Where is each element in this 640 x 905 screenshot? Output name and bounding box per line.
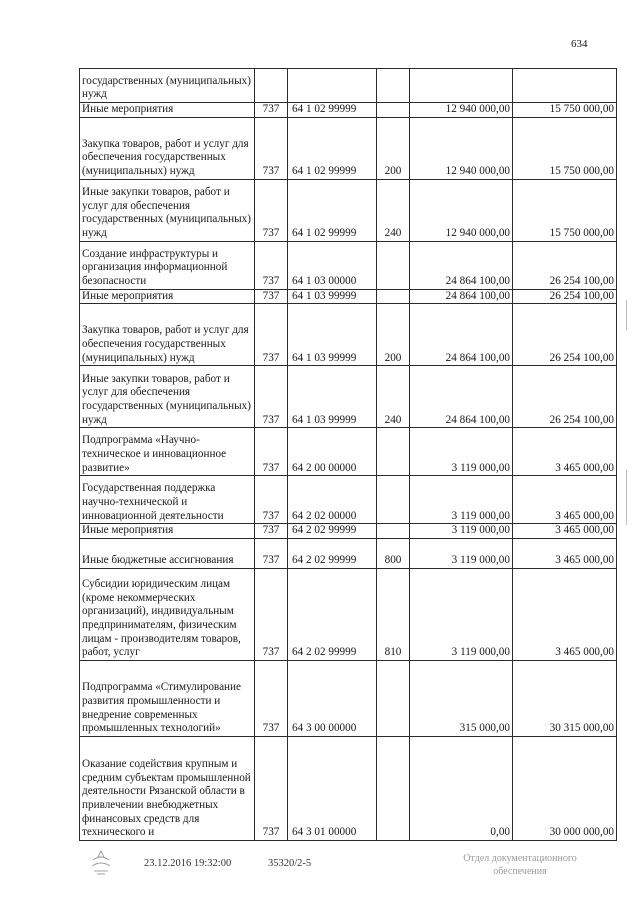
table-row — [80, 241, 617, 289]
row-sum-2017: 12 940 000,00 — [410, 179, 513, 241]
row-sum-2017: 24 864 100,00 — [410, 366, 513, 428]
row-ved-code: 737 — [255, 304, 288, 366]
row-sum-2017: 12 940 000,00 — [410, 117, 513, 179]
row-ved-code: 737 — [255, 103, 288, 118]
row-target-code: 64 1 02 99999 — [288, 179, 377, 241]
row-sum-2018: 3 465 000,00 — [513, 524, 617, 539]
row-sum-2017: 3 119 000,00 — [410, 476, 513, 524]
table-row — [80, 568, 617, 660]
row-sum-2018: 26 254 100,00 — [513, 304, 617, 366]
table-row — [80, 476, 617, 524]
row-target-code: 64 1 03 99999 — [288, 289, 377, 304]
row-sum-2018: 15 750 000,00 — [513, 179, 617, 241]
row-name: Оказание содействия крупным и средним субъектам промышленной деятельности Рязанской области в привлечении внебюджетных финансовых средств для технического и — [80, 736, 255, 840]
row-sum-2018: 3 465 000,00 — [513, 428, 617, 476]
row-expense-type — [377, 103, 410, 118]
budget-table — [79, 68, 617, 841]
row-name: Иные мероприятия — [80, 289, 255, 304]
row-target-code: 64 1 03 99999 — [288, 304, 377, 366]
row-expense-type: 200 — [377, 117, 410, 179]
table-row — [80, 428, 617, 476]
row-sum-2018: 26 254 100,00 — [513, 241, 617, 289]
row-sum-2018: 15 750 000,00 — [513, 103, 617, 118]
row-name: Иные закупки товаров, работ и услуг для обеспечения государственных (муниципальных) нужд — [80, 179, 255, 241]
row-target-code: 64 2 02 99999 — [288, 524, 377, 539]
row-ved-code: 737 — [255, 366, 288, 428]
row-target-code: 64 1 02 99999 — [288, 117, 377, 179]
row-expense-type: 200 — [377, 304, 410, 366]
row-target-code: 64 1 03 99999 — [288, 366, 377, 428]
table-row — [80, 660, 617, 736]
page-number: 634 — [571, 38, 588, 50]
row-name: Закупка товаров, работ и услуг для обеспечения государственных (муниципальных) нужд — [80, 304, 255, 366]
row-sum-2018: 3 465 000,00 — [513, 568, 617, 660]
row-sum-2018: 30 000 000,00 — [513, 736, 617, 840]
row-expense-type — [377, 660, 410, 736]
row-expense-type — [377, 428, 410, 476]
row-sum-2018: 26 254 100,00 — [513, 289, 617, 304]
table-row — [80, 736, 617, 840]
table-row — [80, 179, 617, 241]
row-name: Иные закупки товаров, работ и услуг для обеспечения государственных (муниципальных) нужд — [80, 366, 255, 428]
table-row — [80, 304, 617, 366]
row-name: Создание инфраструктуры и организация информационной безопасности — [80, 241, 255, 289]
row-ved-code: 737 — [255, 568, 288, 660]
row-target-code: 64 1 03 00000 — [288, 241, 377, 289]
row-target-code: 64 3 00 00000 — [288, 660, 377, 736]
row-expense-type: 810 — [377, 568, 410, 660]
row-sum-2018: 15 750 000,00 — [513, 117, 617, 179]
row-sum-2018: 30 315 000,00 — [513, 660, 617, 736]
row-ved-code: 737 — [255, 428, 288, 476]
row-target-code: 64 2 02 99999 — [288, 568, 377, 660]
row-name: Закупка товаров, работ и услуг для обеспечения государственных (муниципальных) нужд — [80, 117, 255, 179]
row-sum-2017: 3 119 000,00 — [410, 428, 513, 476]
table-row — [80, 69, 617, 103]
row-name: Иные бюджетные ассигнования — [80, 538, 255, 568]
row-sum-2017: 3 119 000,00 — [410, 538, 513, 568]
row-sum-2018: 3 465 000,00 — [513, 538, 617, 568]
row-ved-code: 737 — [255, 660, 288, 736]
table-row — [80, 117, 617, 179]
row-sum-2017: 315 000,00 — [410, 660, 513, 736]
row-target-code — [288, 69, 377, 103]
footer-datetime: 23.12.2016 19:32:00 — [144, 858, 232, 869]
footer-stamp-line1: Отдел документационного — [463, 853, 577, 864]
footer-stamp — [450, 852, 590, 878]
row-target-code: 64 2 02 00000 — [288, 476, 377, 524]
row-sum-2017: 12 940 000,00 — [410, 103, 513, 118]
row-expense-type — [377, 476, 410, 524]
row-sum-2018: 26 254 100,00 — [513, 366, 617, 428]
row-expense-type: 240 — [377, 366, 410, 428]
row-ved-code: 737 — [255, 476, 288, 524]
table-row — [80, 366, 617, 428]
row-target-code: 64 2 00 00000 — [288, 428, 377, 476]
row-expense-type — [377, 736, 410, 840]
row-sum-2017: 3 119 000,00 — [410, 568, 513, 660]
table-row — [80, 103, 617, 118]
row-sum-2017: 24 864 100,00 — [410, 289, 513, 304]
row-ved-code: 737 — [255, 241, 288, 289]
row-target-code: 64 3 01 00000 — [288, 736, 377, 840]
row-sum-2017: 3 119 000,00 — [410, 524, 513, 539]
row-name: Государственная поддержка научно-технической и инновационной деятельности — [80, 476, 255, 524]
row-name: Субсидии юридическим лицам (кроме некоммерческих организаций), индивидуальным предпринимателям, физическим лицам - производителям товаров, работ, услуг — [80, 568, 255, 660]
row-ved-code: 737 — [255, 179, 288, 241]
row-sum-2017 — [410, 69, 513, 103]
margin-mark — [626, 300, 627, 330]
row-expense-type — [377, 289, 410, 304]
footer-stamp-line2: обеспечения — [493, 866, 547, 877]
margin-mark — [626, 470, 627, 525]
row-ved-code: 737 — [255, 538, 288, 568]
row-name: государственных (муниципальных) нужд — [80, 69, 255, 103]
row-name: Иные мероприятия — [80, 524, 255, 539]
row-expense-type — [377, 524, 410, 539]
row-sum-2018 — [513, 69, 617, 103]
row-sum-2017: 24 864 100,00 — [410, 241, 513, 289]
row-ved-code: 737 — [255, 524, 288, 539]
table-row — [80, 538, 617, 568]
row-name: Подпрограмма «Стимулирование развития промышленности и внедрение современных промышленных технологий» — [80, 660, 255, 736]
row-ved-code: 737 — [255, 289, 288, 304]
row-name: Иные мероприятия — [80, 103, 255, 118]
stamp-logo-icon — [88, 848, 114, 876]
row-expense-type — [377, 241, 410, 289]
row-expense-type — [377, 69, 410, 103]
row-target-code: 64 2 02 99999 — [288, 538, 377, 568]
row-sum-2017: 0,00 — [410, 736, 513, 840]
row-name: Подпрограмма «Научно-техническое и инновационное развитие» — [80, 428, 255, 476]
row-sum-2018: 3 465 000,00 — [513, 476, 617, 524]
row-sum-2017: 24 864 100,00 — [410, 304, 513, 366]
row-target-code: 64 1 02 99999 — [288, 103, 377, 118]
footer-doc-code: 35320/2-5 — [268, 858, 312, 869]
row-ved-code — [255, 69, 288, 103]
table-row — [80, 524, 617, 539]
row-expense-type: 240 — [377, 179, 410, 241]
row-expense-type: 800 — [377, 538, 410, 568]
row-ved-code: 737 — [255, 736, 288, 840]
table-row — [80, 289, 617, 304]
row-ved-code: 737 — [255, 117, 288, 179]
